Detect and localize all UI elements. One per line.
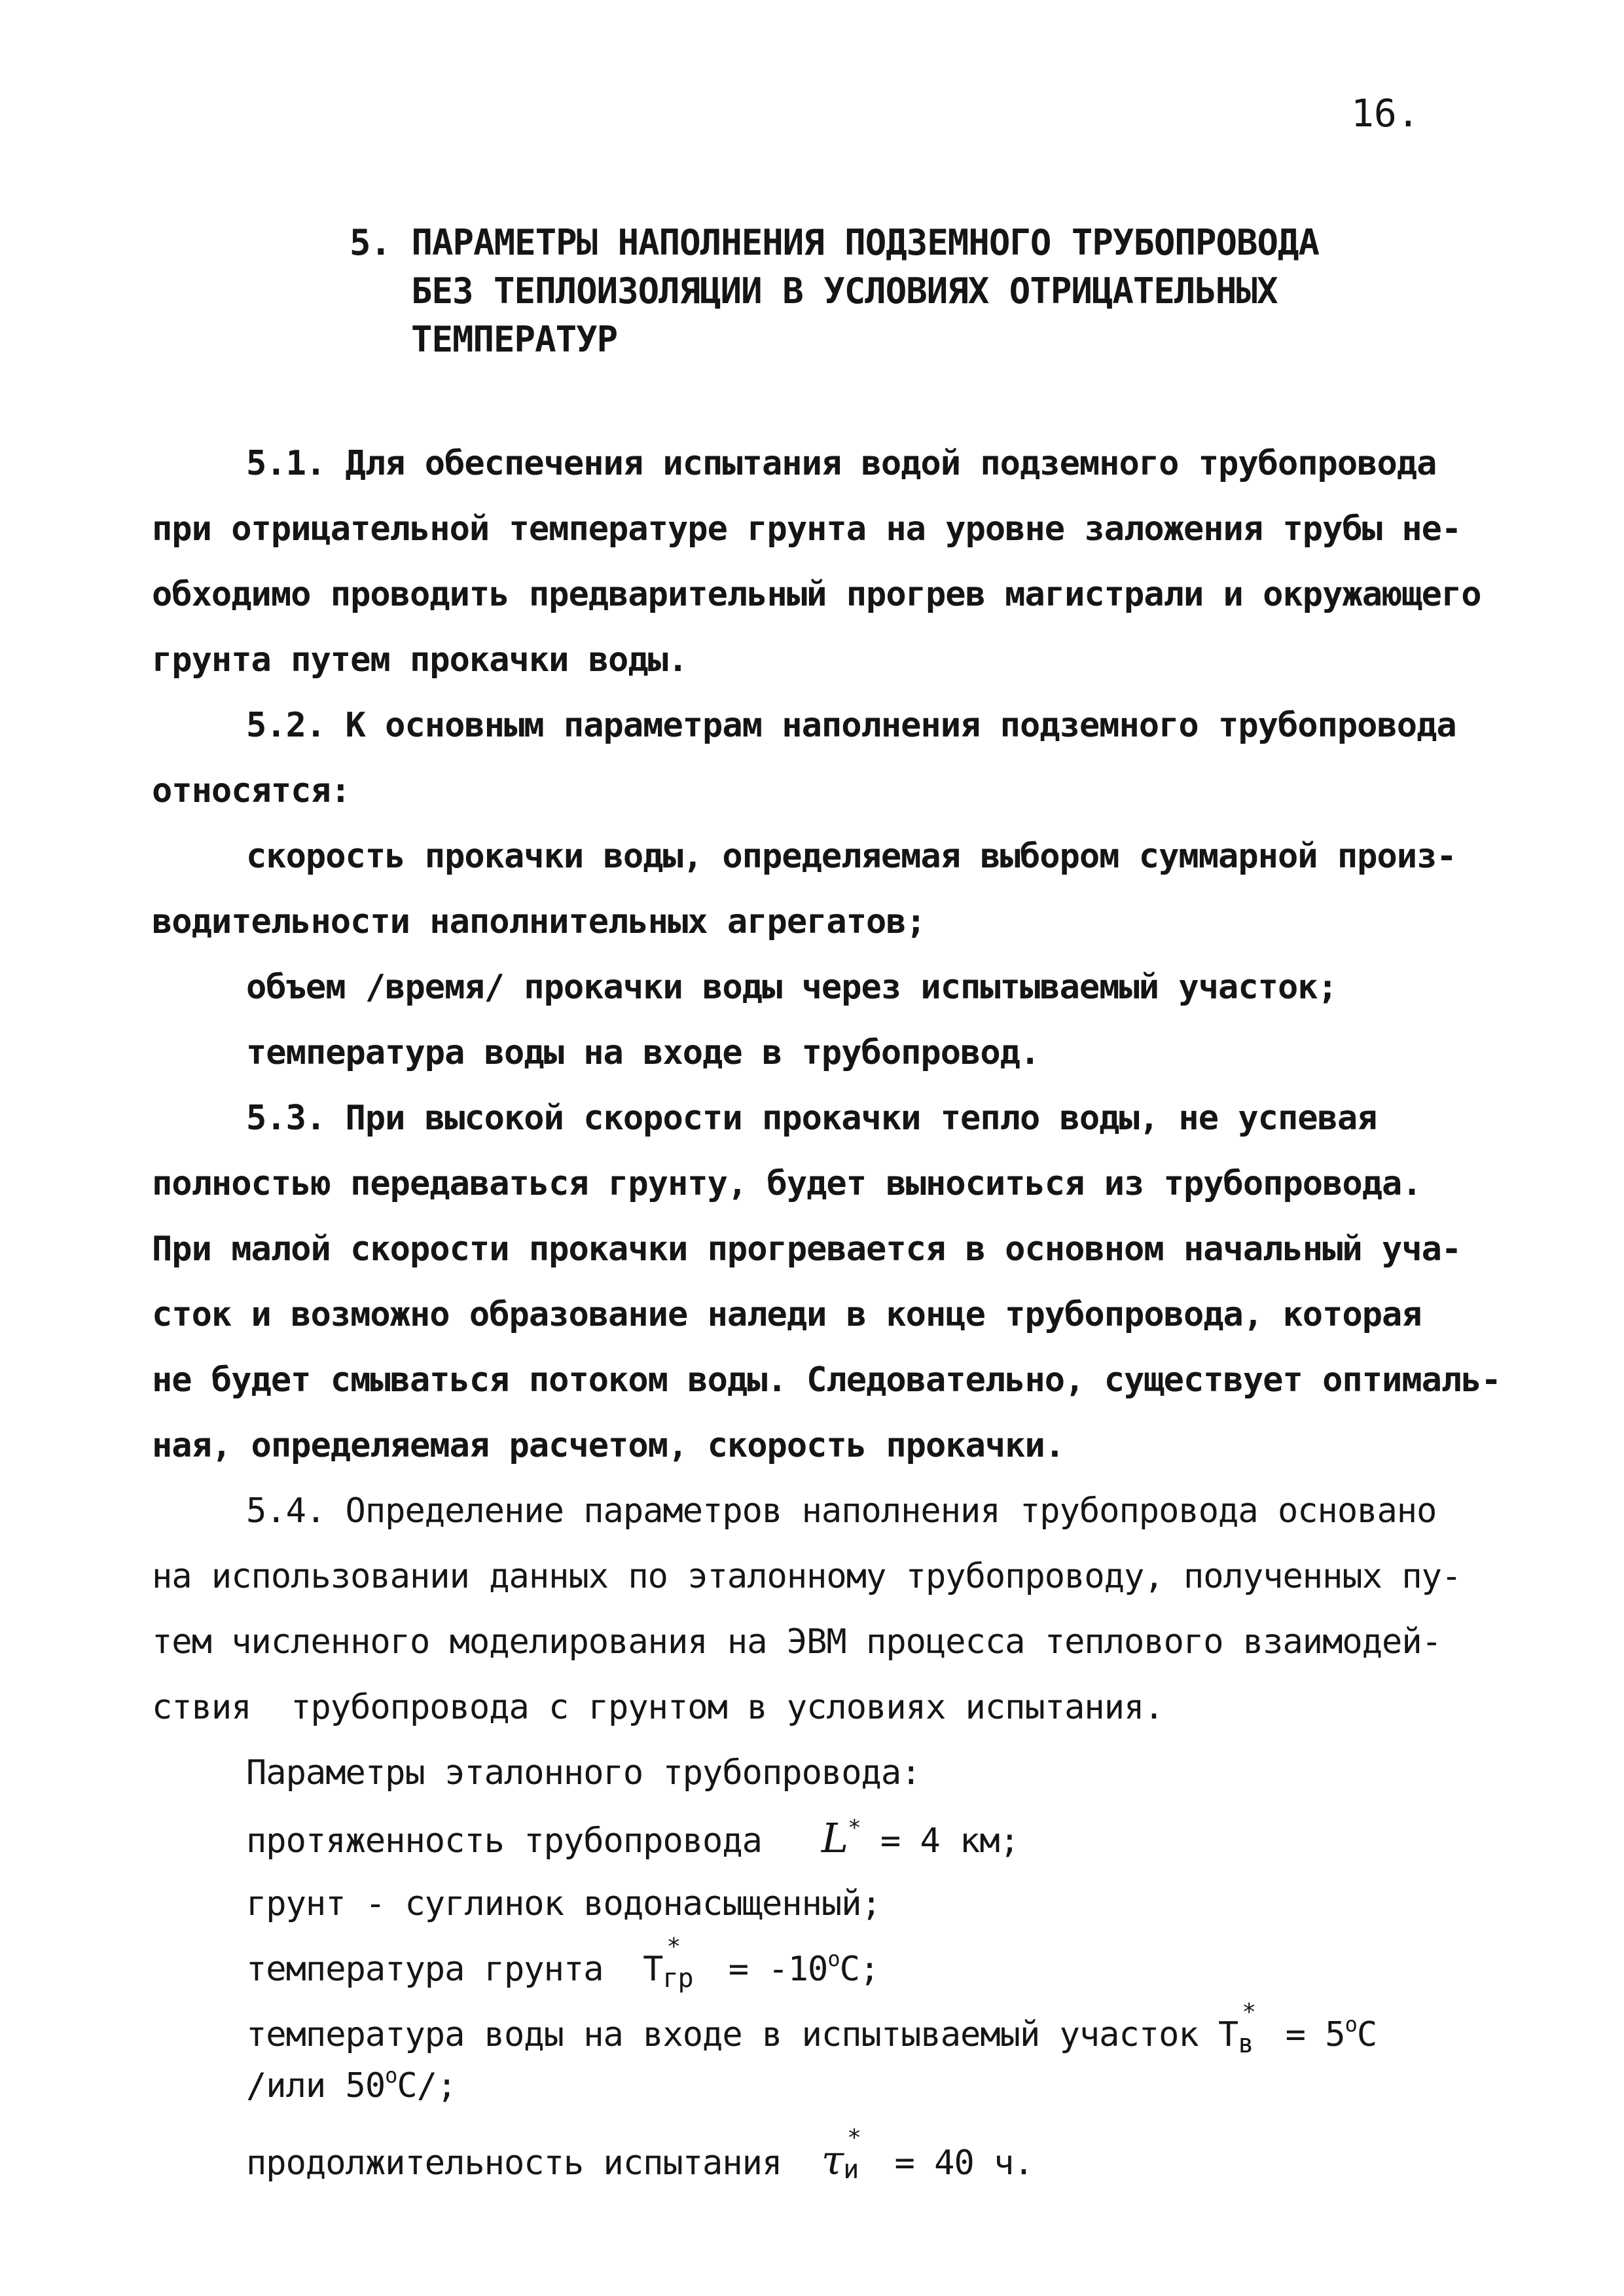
param-water-temp-label: температура воды на входе в испытываемый участок bbox=[246, 2015, 1199, 2054]
param-soil-temp-star: * bbox=[666, 1933, 681, 1960]
param-water-temp-alt-unit: С/; bbox=[397, 2066, 457, 2105]
para-5-4-line-2: на использовании данных по эталонному трубопроводу, полученных пу- bbox=[152, 1557, 1462, 1596]
para-5-3-line-6: ная, определяемая расчетом, скорость прокачки. bbox=[152, 1426, 1065, 1465]
param-length-symbol: L bbox=[821, 1814, 848, 1862]
para-5-1-line-1: 5.1. Для обеспечения испытания водой подземного трубопровода bbox=[246, 444, 1437, 483]
param-duration-star: * bbox=[847, 2124, 861, 2151]
list-speed-line-1: скорость прокачки воды, определяемая выбором суммарной произ- bbox=[246, 837, 1456, 876]
param-duration-value: = 40 ч. bbox=[894, 2143, 1034, 2183]
param-soil-temp-label: температура грунта bbox=[246, 1950, 604, 1989]
param-soil-temp-unit: С; bbox=[839, 1950, 880, 1989]
param-water-temp-alt bbox=[246, 2063, 457, 2109]
page-number: 16. bbox=[1351, 91, 1420, 136]
para-5-1-line-4: грунта путем прокачки воды. bbox=[152, 640, 688, 680]
param-length bbox=[246, 1814, 1020, 1865]
param-soil-temp-degree: о bbox=[827, 1946, 840, 1971]
section-heading-line-2: БЕЗ ТЕПЛОИЗОЛЯЦИИ В УСЛОВИЯХ ОТРИЦАТЕЛЬНЫХ bbox=[411, 270, 1278, 312]
param-water-temp-value: = 5 bbox=[1285, 2015, 1345, 2054]
list-speed-line-2: водительности наполнительных агрегатов; bbox=[152, 902, 926, 941]
para-5-4-line-4: ствия трубопровода с грунтом в условиях испытания. bbox=[152, 1688, 1164, 1727]
param-water-temp-subscript: в bbox=[1238, 2029, 1254, 2059]
params-heading: Параметры эталонного трубопровода: bbox=[246, 1753, 921, 1793]
param-soil-temp-symbol: T bbox=[643, 1950, 663, 1989]
para-5-4-line-3: тем численного моделирования на ЭВМ процесса теплового взаимодей- bbox=[152, 1622, 1441, 1662]
param-water-temp-symbol: T bbox=[1218, 2015, 1238, 2054]
param-soil-temp bbox=[246, 1933, 880, 1994]
param-water-temp-alt-value: /или 50 bbox=[246, 2066, 386, 2105]
para-5-1-line-2: при отрицательной температуре грунта на уровне заложения трубы не- bbox=[152, 509, 1462, 549]
param-length-value: = 4 км; bbox=[880, 1821, 1020, 1861]
param-water-temp-alt-degree: о bbox=[385, 2063, 397, 2088]
para-5-3-line-3: При малой скорости прокачки прогревается в основном начальный уча- bbox=[152, 1230, 1462, 1269]
section-heading-line-1: 5. ПАРАМЕТРЫ НАПОЛНЕНИЯ ПОДЗЕМНОГО ТРУБОПРОВОДА bbox=[350, 222, 1320, 263]
param-duration-label: продолжительность испытания bbox=[246, 2143, 782, 2183]
list-volume: объем /время/ прокачки воды через испытываемый участок; bbox=[246, 968, 1337, 1007]
para-5-3-line-1: 5.3. При высокой скорости прокачки тепло воды, не успевая bbox=[246, 1099, 1377, 1138]
param-soil-temp-subscript: гр bbox=[662, 1963, 693, 1994]
param-water-temp-unit: С bbox=[1356, 2015, 1377, 2054]
param-water-temp-degree: о bbox=[1344, 2012, 1357, 2037]
para-5-1-line-3: обходимо проводить предварительный прогрев магистрали и окружающего bbox=[152, 575, 1481, 614]
param-duration-symbol: τ bbox=[821, 2136, 844, 2184]
para-5-3-line-2: полностью передаваться грунту, будет выноситься из трубопровода. bbox=[152, 1164, 1422, 1203]
param-soil-temp-value: = -10 bbox=[728, 1950, 828, 1989]
param-duration bbox=[246, 2124, 1034, 2185]
para-5-2-line-2: относятся: bbox=[152, 771, 351, 811]
param-water-temp-star: * bbox=[1242, 1999, 1256, 2026]
param-duration-subscript: и bbox=[843, 2155, 859, 2185]
param-soil: грунт - суглинок водонасыщенный; bbox=[246, 1884, 881, 1923]
para-5-3-line-5: не будет смываться потоком воды. Следовательно, существует оптималь- bbox=[152, 1360, 1501, 1400]
param-length-label: протяженность трубопровода bbox=[246, 1821, 762, 1861]
para-5-3-line-4: сток и возможно образование наледи в конце трубопровода, которая bbox=[152, 1295, 1422, 1334]
section-heading-line-3: ТЕМПЕРАТУР bbox=[411, 319, 618, 360]
para-5-4-line-1: 5.4. Определение параметров наполнения трубопровода основано bbox=[246, 1491, 1437, 1531]
para-5-2-line-1: 5.2. К основным параметрам наполнения подземного трубопровода bbox=[246, 706, 1456, 745]
param-water-temp bbox=[246, 1999, 1377, 2059]
param-length-star: * bbox=[848, 1815, 861, 1841]
list-temperature: температура воды на входе в трубопровод. bbox=[246, 1033, 1040, 1072]
